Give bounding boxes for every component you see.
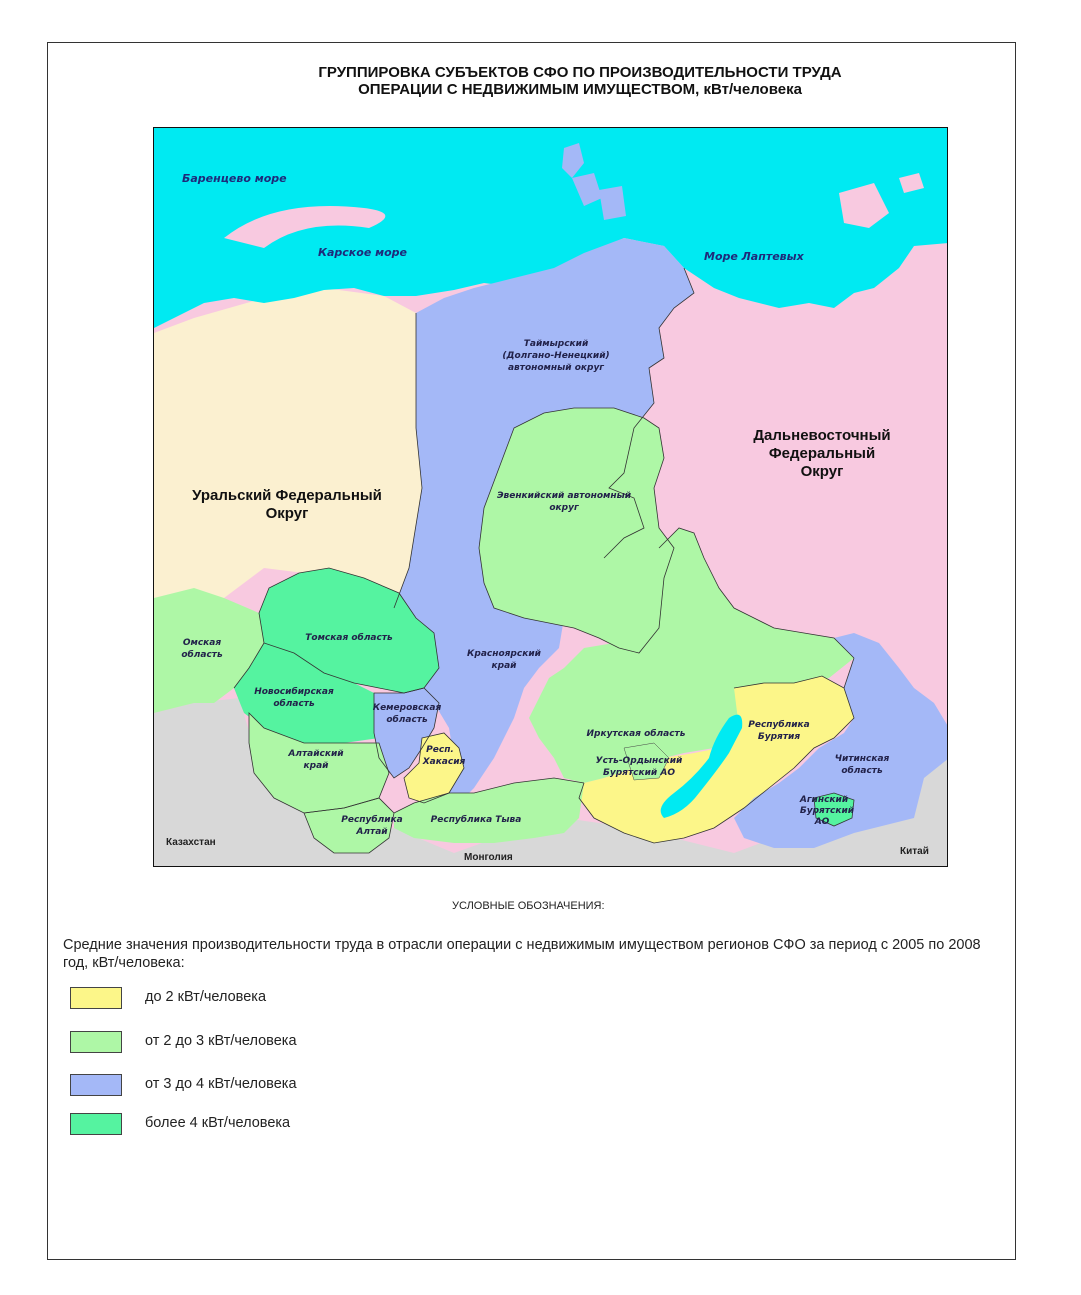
label-ust-orda-2: Бурятский АО bbox=[603, 768, 675, 778]
label-buryatia-2: Бурятия bbox=[757, 732, 801, 742]
label-mongolia: Монголия bbox=[464, 852, 513, 863]
legend-swatch-yellow bbox=[70, 987, 122, 1009]
label-ural-district-2: Округ bbox=[265, 505, 309, 522]
label-altai-republic-1: Республика bbox=[341, 815, 403, 825]
label-krasnoyarsk-2: край bbox=[491, 661, 517, 671]
label-omsk-1: Омская bbox=[182, 638, 222, 648]
legend-description: Средние значения производительности труда в отрасли операции с недвижимым имуществом регионов СФО за период с 2005 по 2008 год, кВт/человека: bbox=[63, 937, 981, 971]
legend-label-4: более 4 кВт/человека bbox=[145, 1115, 291, 1131]
label-tyva: Республика Тыва bbox=[430, 815, 522, 825]
label-aga-2: Бурятский bbox=[799, 806, 855, 816]
label-novosibirsk-1: Новосибирская bbox=[254, 687, 334, 697]
label-altai-krai-2: край bbox=[303, 761, 329, 771]
label-khakassia-2: Хакасия bbox=[422, 757, 466, 767]
label-barents-sea: Баренцево море bbox=[182, 172, 287, 185]
label-kazakhstan: Казахстан bbox=[166, 837, 216, 848]
label-tomsk: Томская область bbox=[305, 633, 393, 643]
label-kemerovo-2: область bbox=[386, 715, 428, 725]
title-line-2: ОПЕРАЦИИ С НЕДВИЖИМЫМ ИМУЩЕСТВОМ, кВт/человека bbox=[358, 81, 802, 98]
label-evenk-2: округ bbox=[549, 503, 579, 513]
label-irkutsk: Иркутская область bbox=[586, 729, 686, 739]
label-far-east-2: Федеральный bbox=[768, 445, 876, 462]
label-kemerovo-1: Кемеровская bbox=[372, 703, 442, 713]
label-far-east-1: Дальневосточный bbox=[753, 427, 891, 444]
legend-title: УСЛОВНЫЕ ОБОЗНАЧЕНИЯ: bbox=[452, 900, 605, 912]
map-svg bbox=[154, 128, 948, 867]
label-far-east-3: Округ bbox=[800, 463, 844, 480]
title-line-1: ГРУППИРОВКА СУБЪЕКТОВ СФО ПО ПРОИЗВОДИТЕЛЬНОСТИ ТРУДА bbox=[318, 64, 842, 81]
label-taimyr-2: (Долгано-Ненецкий) bbox=[502, 351, 610, 361]
label-altai-krai-1: Алтайский bbox=[288, 749, 344, 759]
legend-label-1: до 2 кВт/человека bbox=[145, 989, 267, 1005]
legend-swatch-green bbox=[70, 1113, 122, 1135]
label-china: Китай bbox=[900, 846, 929, 857]
label-novosibirsk-2: область bbox=[273, 699, 315, 709]
label-chita-1: Читинская bbox=[834, 754, 890, 764]
label-evenk-1: Эвенкийский автономный bbox=[496, 491, 632, 501]
legend-swatch-light-green bbox=[70, 1031, 122, 1053]
map-area bbox=[153, 127, 948, 867]
label-ust-orda-1: Усть-Ордынский bbox=[595, 756, 683, 766]
legend-label-3: от 3 до 4 кВт/человека bbox=[145, 1076, 297, 1092]
ural-district bbox=[154, 288, 422, 608]
label-krasnoyarsk-1: Красноярский bbox=[467, 649, 541, 659]
label-omsk-2: область bbox=[181, 650, 223, 660]
label-chita-2: область bbox=[841, 766, 883, 776]
map-title bbox=[230, 64, 930, 98]
label-kara-sea: Карское море bbox=[318, 246, 408, 259]
label-aga-1: Агинский bbox=[799, 795, 849, 805]
label-aga-3: АО bbox=[814, 817, 830, 827]
label-taimyr-3: автономный округ bbox=[507, 363, 605, 373]
legend-label-2: от 2 до 3 кВт/человека bbox=[145, 1033, 297, 1049]
label-taimyr-1: Таймырский bbox=[523, 339, 589, 349]
label-laptev-sea: Море Лаптевых bbox=[704, 250, 804, 263]
label-altai-republic-2: Алтай bbox=[356, 827, 388, 837]
label-buryatia-1: Республика bbox=[748, 720, 810, 730]
legend-swatch-blue bbox=[70, 1074, 122, 1096]
label-ural-district-1: Уральский Федеральный bbox=[192, 487, 382, 504]
label-khakassia-1: Респ. bbox=[426, 745, 454, 755]
